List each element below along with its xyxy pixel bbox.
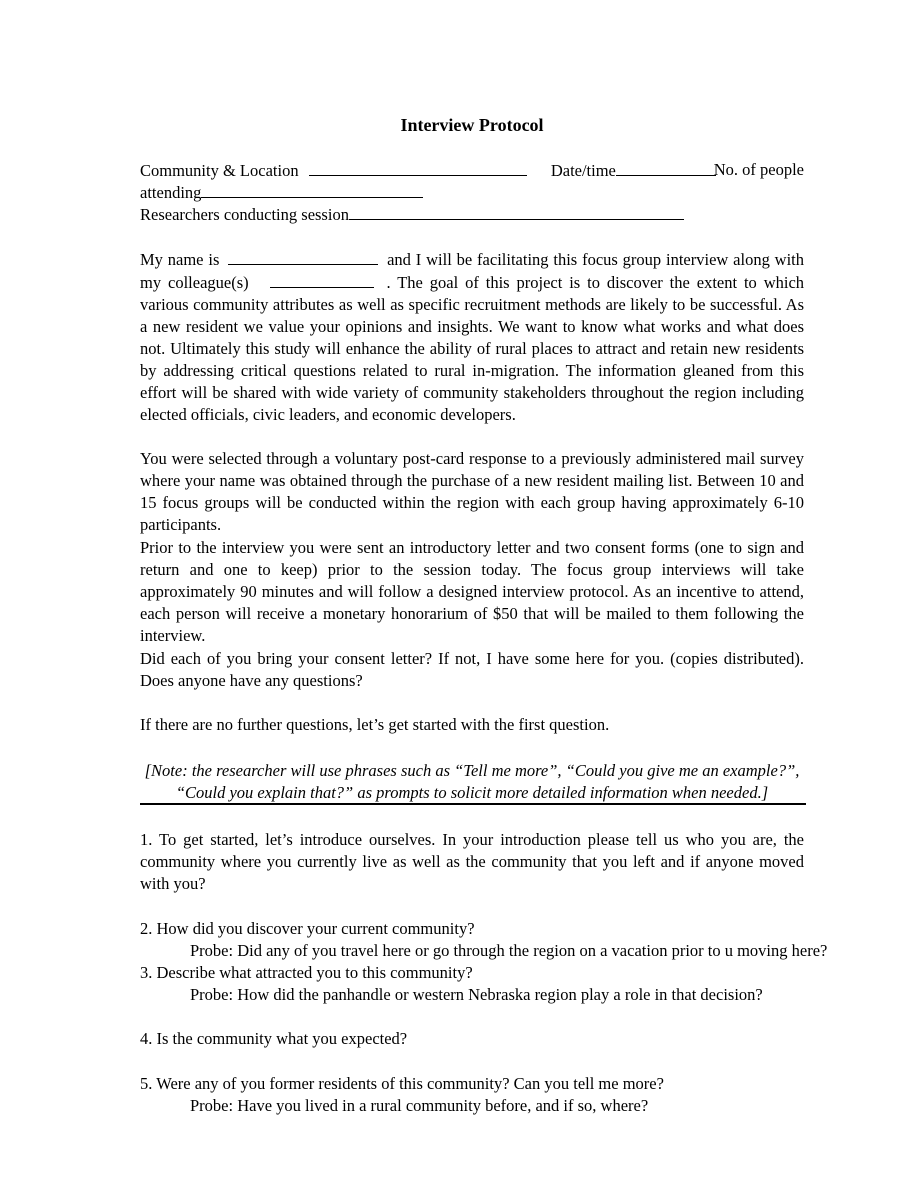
intro-paragraph-3: Prior to the interview you were sent an introductory letter and two consent forms (one to sign and return and one to keep) prior to the session today. The focus group interviews will take approximately 90 minutes and will follow a designed interview protocol. As an incentive to attend, each person will receive a monetary honorarium of $50 that will be mailed to them following the interview. xyxy=(140,538,804,645)
question-5-probe: Probe: Have you lived in a rural community before, and if so, where? xyxy=(190,1096,649,1115)
attending-blank xyxy=(201,181,423,198)
intro-text-a: My name is xyxy=(140,250,220,269)
community-blank xyxy=(309,159,527,176)
colleague-blank xyxy=(270,271,374,288)
question-5: 5. Were any of you former residents of this community? Can you tell me more? xyxy=(140,1074,664,1093)
question-1: 1. To get started, let’s introduce ourselves. In your introduction please tell us who you are, the community where you currently live as well as the community that you left and if anyone moved with you? xyxy=(140,830,804,893)
community-label: Community & Location xyxy=(140,161,299,180)
header-row-community xyxy=(140,159,804,182)
intro-text-d: . The goal of this project is to discover the extent to which various community attributes as well as specific recruitment methods are likely to be successful. As a new resident we value your opinions and insights. We want to know what works and what does not. Ultimately this study will enhance the ability of rural places to attract and retain new residents by addressing critical questions related to rural in-migration. The information gleaned from this effort will be shared with wide variety of community stakeholders throughout the region including elected officials, civic leaders, and economic developers. xyxy=(140,273,805,424)
date-blank xyxy=(616,159,716,176)
question-4: 4. Is the community what you expected? xyxy=(140,1029,408,1048)
people-label: No. of people xyxy=(713,160,804,179)
researcher-note xyxy=(140,760,804,804)
intro-paragraph-4: Did each of you bring your consent letter? If not, I have some here for you. (copies distributed). Does anyone have any questions? xyxy=(140,649,804,690)
note-line-2: “Could you explain that?” as prompts to solicit more detailed information when needed.] xyxy=(175,783,769,802)
header-row-attending xyxy=(140,181,804,204)
name-blank xyxy=(228,248,378,265)
question-2-probe: Probe: Did any of you travel here or go through the region on a vacation prior to u moving here? xyxy=(190,941,828,960)
page-title: Interview Protocol xyxy=(400,115,544,135)
intro-paragraph-5: If there are no further questions, let’s get started with the first question. xyxy=(140,715,610,734)
intro-paragraph-1 xyxy=(140,248,804,426)
researchers-label: Researchers conducting session xyxy=(140,205,349,224)
date-label: Date/time xyxy=(550,161,616,180)
intro-text-b: and I will be facilitating this focus group interview along with my xyxy=(140,250,805,292)
intro-text-c: colleague(s) xyxy=(168,273,249,292)
researchers-blank xyxy=(349,203,684,220)
intro-paragraph-2: You were selected through a voluntary post-card response to a previously administered mail survey where your name was obtained through the purchase of a new resident mailing list. Between 10 and 15 focus groups will be conducted within the region with each group having approximately 6-10 participants. xyxy=(140,449,804,534)
attending-label: attending xyxy=(140,183,202,202)
question-3-probe: Probe: How did the panhandle or western Nebraska region play a role in that decision? xyxy=(190,985,763,1004)
section-divider xyxy=(140,803,806,805)
note-line-1: [Note: the researcher will use phrases such as “Tell me more”, “Could you give me an example?”, xyxy=(144,761,800,780)
header-row-researchers xyxy=(140,203,804,226)
question-2: 2. How did you discover your current community? xyxy=(140,919,475,938)
question-3: 3. Describe what attracted you to this community? xyxy=(140,963,473,982)
